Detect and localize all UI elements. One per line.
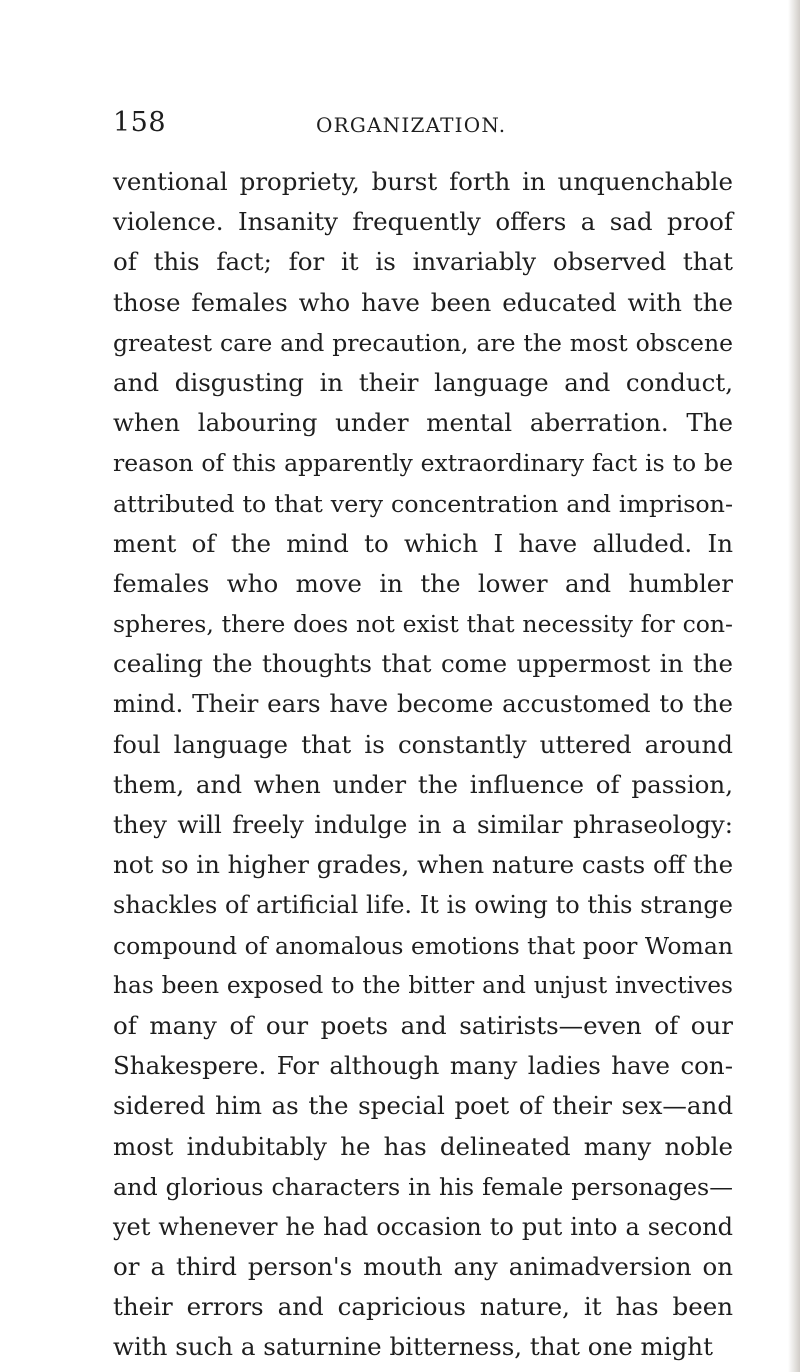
text-line: ventional propriety, burst forth in unquenchable <box>113 167 733 196</box>
text-line: most indubitably he has delineated many noble <box>113 1131 733 1161</box>
running-head <box>113 107 733 147</box>
text-line: shackles of artificial life. It is owing to this strange <box>113 891 733 920</box>
text-line: violence. Insanity frequently offers a sad proof <box>113 207 733 237</box>
text-line: greatest care and precaution, are the most obscene <box>113 328 733 357</box>
text-line: sidered him as the special poet of their sex—and <box>113 1091 733 1121</box>
text-line: reason of this apparently extraordinary fact is to be <box>113 449 733 478</box>
text-line: not so in higher grades, when nature casts off the <box>113 850 734 880</box>
text-line: cealing the thoughts that come uppermost in the <box>113 649 733 679</box>
page-edge-shadow <box>788 0 800 1372</box>
text-line: and disgusting in their language and conduct, <box>113 367 733 397</box>
text-line: they will freely indulge in a similar phraseology: <box>113 810 733 839</box>
text-line: their errors and capricious nature, it has been <box>113 1292 733 1322</box>
running-title: ORGANIZATION. <box>316 113 507 137</box>
text-line: and glorious characters in his female personages— <box>113 1172 733 1201</box>
text-line: when labouring under mental aberration. The <box>113 408 733 438</box>
text-line: those females who have been educated with the <box>113 287 733 317</box>
text-line: yet whenever he had occasion to put into a second <box>113 1212 733 1241</box>
text-line: has been exposed to the bitter and unjust invectives <box>113 971 733 999</box>
text-line: Shakespere. For although many ladies have con- <box>113 1051 733 1081</box>
text-line: of this fact; for it is invariably observed that <box>113 247 733 277</box>
text-line: with such a saturnine bitterness, that one might <box>113 1332 713 1362</box>
text-line: them, and when under the influence of passion, <box>113 769 733 799</box>
text-line: foul language that is constantly uttered around <box>113 729 733 759</box>
text-line: females who move in the lower and humbler <box>113 568 733 598</box>
body-text <box>113 162 733 1368</box>
page-number: 158 <box>113 107 167 138</box>
text-line: spheres, there does not exist that necessity for con- <box>113 610 733 639</box>
text-line: mind. Their ears have become accustomed to the <box>113 689 733 719</box>
text-line: of many of our poets and satirists—even of our <box>113 1010 733 1040</box>
text-line: compound of anomalous emotions that poor Woman <box>113 931 733 960</box>
text-line: attributed to that very concentration and imprison- <box>113 489 733 518</box>
text-line: ment of the mind to which I have alluded. In <box>113 528 733 558</box>
text-line: or a third person's mouth any animadversion on <box>113 1252 733 1282</box>
